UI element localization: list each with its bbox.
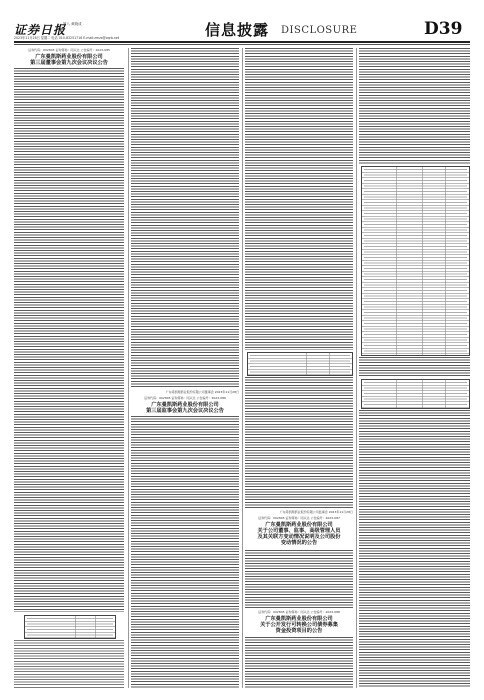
section-title-en: DISCLOSURE [281, 25, 358, 36]
article-body [14, 68, 124, 612]
data-table [361, 379, 470, 409]
announcement-title: 广东曼凯斯药业股份有限公司 第三届董事会第九次会议决议公告 [14, 54, 124, 66]
article-body [245, 637, 353, 688]
column-divider [242, 48, 243, 688]
column-divider [128, 48, 129, 688]
announcement-title: 广东曼凯斯药业股份有限公司 关于公司董事、监事、高级管理人员 及其关联方变动情况说明及公司股份 变动情况的公告 [245, 522, 353, 546]
header-rule-thin [14, 44, 470, 45]
data-table [361, 166, 470, 356]
announcement-title: 广东曼凯斯药业股份有限公司 关于公开发行可转换公司债券募集 资金投资项目的公告 [245, 616, 353, 634]
article-body [245, 377, 353, 509]
section-title: 信息披露 [205, 21, 270, 39]
data-table [247, 352, 353, 376]
data-table [24, 615, 116, 639]
masthead-meta: 2023年11月28日 星期二 电话 010-83251716 E-mail:zmzx@zqrb.net [14, 36, 120, 40]
article-body [359, 48, 470, 164]
announcement-meta: 证券代码：002845 证券简称：同兴达 公告编号：2023-088 [245, 611, 353, 615]
masthead-logo: 证券日报 [14, 23, 67, 37]
article-body [359, 357, 470, 377]
announcement-meta: 证券代码：002845 证券简称：同兴达 公告编号：2023-086 [131, 397, 239, 401]
article-body [245, 550, 353, 608]
page-number: D39 [424, 19, 463, 39]
article-body [245, 48, 353, 350]
masthead-subtitle: 第八 黄晓成 [63, 22, 82, 26]
article-body [131, 416, 239, 688]
article-body [131, 48, 239, 388]
header-rule [14, 41, 470, 43]
announcement-meta: 证券代码：002845 证券简称：同兴达 公告编号：2023-087 [245, 517, 353, 521]
signoff: 广东曼凯斯药业股份有限公司监事会 2023年11月28日 [279, 510, 353, 514]
column-divider [356, 48, 357, 688]
article-body [14, 640, 124, 688]
article-body [359, 410, 470, 688]
announcement-title: 广东曼凯斯药业股份有限公司 第三届监事会第九次会议决议公告 [131, 402, 239, 414]
signoff: 广东曼凯斯药业股份有限公司董事会 2023年11月28日 [165, 390, 239, 394]
announcement-meta: 证券代码：002845 证券简称：同兴达 公告编号：2023-085 [14, 49, 124, 53]
